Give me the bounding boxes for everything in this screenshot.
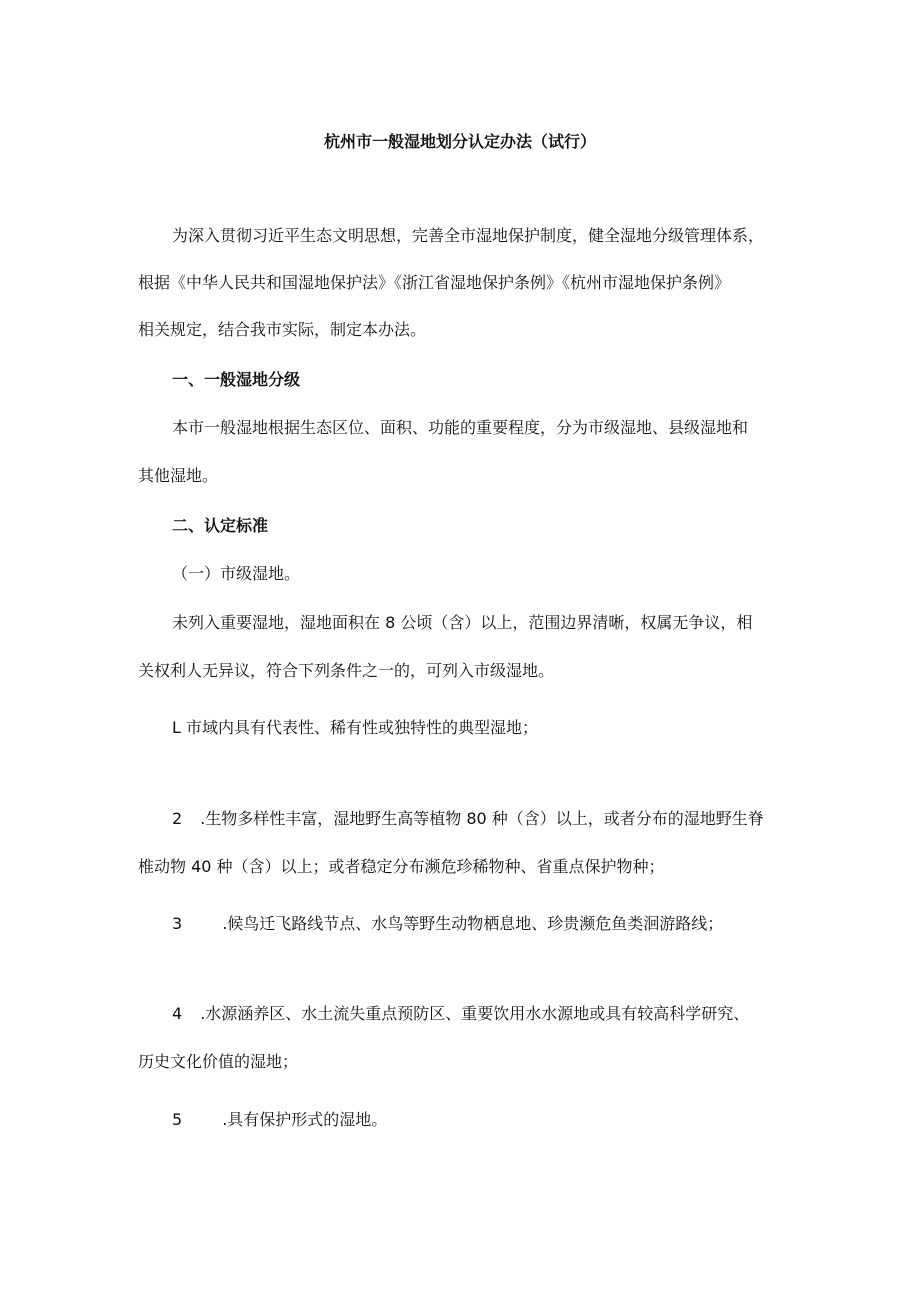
- list-item-number: 2: [172, 809, 183, 828]
- list-item-text: .候鸟迁飞路线节点、水鸟等野生动物栖息地、珍贵濒危鱼类洄游路线；: [222, 914, 724, 933]
- section-2-heading: 二、认定标准: [172, 516, 269, 535]
- list-item-2: [172, 809, 764, 829]
- section-1-line-1: 本市一般湿地根据生态区位、面积、功能的重要程度，分为市级湿地、县级湿地和: [172, 418, 749, 437]
- list-item-1: [172, 718, 538, 738]
- list-item-2-continued: 椎动物 40 种（含）以上；或者稳定分布濒危珍稀物种、省重点保护物种；: [138, 857, 665, 876]
- criteria-line-1: 未列入重要湿地，湿地面积在 8 公顷（含）以上，范围边界清晰，权属无争议，相: [172, 613, 753, 632]
- list-item-text: 市域内具有代表性、稀有性或独特性的典型湿地；: [186, 718, 539, 737]
- list-item-text: .具有保护形式的湿地。: [222, 1110, 388, 1129]
- list-item-number: 3: [172, 914, 183, 933]
- subsection-city-wetland: （一）市级湿地。: [172, 564, 301, 583]
- intro-line-3: 相关规定，结合我市实际，制定本办法。: [138, 320, 427, 339]
- list-item-number: 5: [172, 1110, 183, 1129]
- list-item-text: .水源涵养区、水土流失重点预防区、重要饮用水水源地或具有较高科学研究、: [200, 1004, 750, 1023]
- list-item-4-continued: 历史文化价值的湿地；: [138, 1052, 299, 1071]
- list-item-4: [172, 1004, 749, 1024]
- list-item-number: L: [172, 718, 181, 737]
- list-item-5: [172, 1110, 387, 1130]
- list-item-number: 4: [172, 1004, 183, 1023]
- intro-line-1: 为深入贯彻习近平生态文明思想，完善全市湿地保护制度，健全湿地分级管理体系，: [172, 226, 765, 245]
- section-1-line-2: 其他湿地。: [138, 466, 219, 485]
- list-item-3: [172, 914, 723, 934]
- criteria-line-2: 关权利人无异议，符合下列条件之一的，可列入市级湿地。: [138, 661, 555, 680]
- intro-line-2: 根据《中华人民共和国湿地保护法》《浙江省湿地保护条例》《杭州市湿地保护条例》: [138, 273, 731, 292]
- section-1-heading: 一、一般湿地分级: [172, 370, 301, 389]
- list-item-text: .生物多样性丰富，湿地野生高等植物 80 种（含）以上，或者分布的湿地野生脊: [200, 809, 764, 828]
- document-title: 杭州市一般湿地划分认定办法（试行）: [323, 132, 596, 151]
